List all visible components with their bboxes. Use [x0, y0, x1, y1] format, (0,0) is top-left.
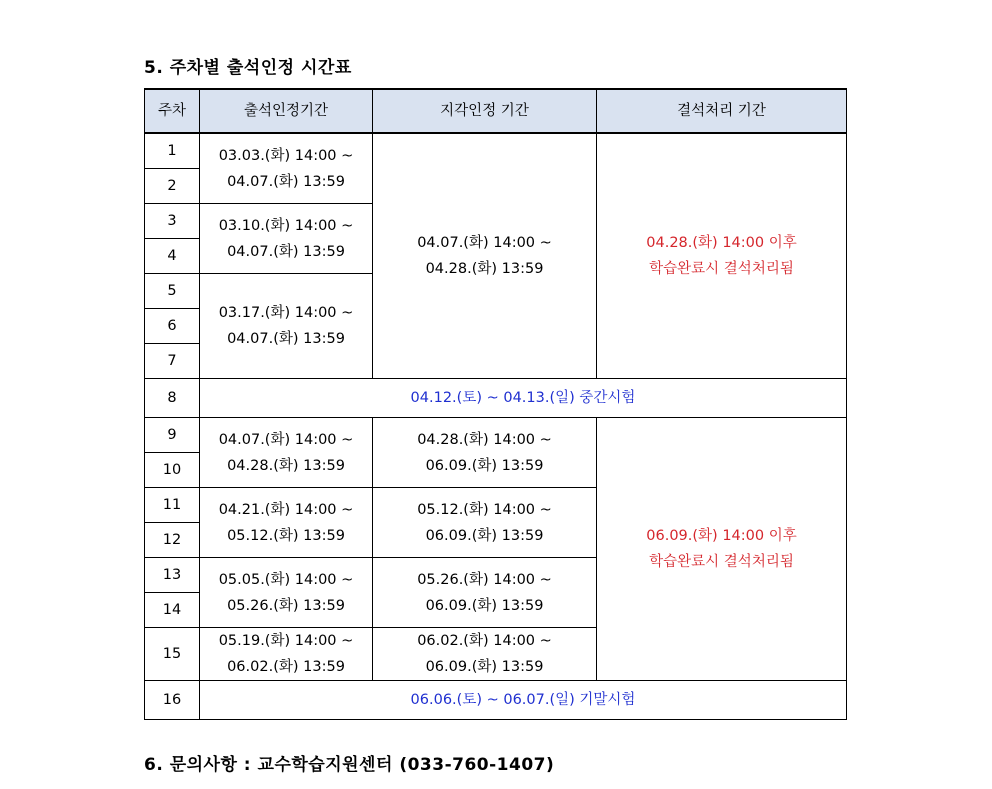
late-cell — [373, 628, 597, 681]
week-cell: 3 — [145, 204, 200, 239]
late-cell — [373, 133, 597, 379]
header-attendance-period: 출석인정기간 — [200, 89, 373, 133]
attendance-cell — [200, 204, 373, 274]
absence-start: 04.28.(화) 14:00 이후 — [646, 235, 797, 251]
attendance-start: 03.17.(화) 14:00 ~ — [218, 305, 354, 321]
attendance-cell — [200, 558, 373, 628]
late-cell — [373, 418, 597, 488]
table-header-row — [145, 89, 847, 133]
attendance-start: 04.21.(화) 14:00 ~ — [218, 501, 354, 518]
attendance-start: 04.07.(화) 14:00 ~ — [218, 431, 354, 448]
week-cell: 2 — [145, 169, 200, 204]
late-start: 05.26.(화) 14:00 ~ — [417, 571, 552, 588]
late-end: 04.28.(화) 13:59 — [425, 261, 544, 277]
attendance-end: 04.07.(화) 13:59 — [227, 173, 345, 190]
week-cell: 14 — [145, 593, 200, 628]
late-end: 06.09.(화) 13:59 — [425, 659, 544, 675]
week-cell: 16 — [145, 681, 200, 720]
final-row — [145, 681, 847, 720]
attendance-schedule-table — [144, 88, 847, 720]
absence-note: 학습완료시 결석처리됨 — [649, 554, 794, 570]
attendance-cell — [200, 274, 373, 379]
late-start: 06.02.(화) 14:00 ~ — [417, 633, 552, 649]
absence-cell — [597, 133, 847, 379]
attendance-cell — [200, 488, 373, 558]
week-cell: 5 — [145, 274, 200, 309]
attendance-end: 05.26.(화) 13:59 — [227, 597, 345, 614]
late-start: 04.07.(화) 14:00 ~ — [417, 235, 552, 251]
week-cell: 15 — [145, 628, 200, 681]
late-end: 06.09.(화) 13:59 — [425, 597, 544, 614]
attendance-cell — [200, 418, 373, 488]
attendance-start: 05.05.(화) 14:00 ~ — [218, 571, 354, 588]
late-end: 06.09.(화) 13:59 — [425, 527, 544, 544]
week-cell: 4 — [145, 239, 200, 274]
week-cell: 8 — [145, 379, 200, 418]
attendance-start: 05.19.(화) 14:00 ~ — [218, 633, 354, 649]
late-start: 04.28.(화) 14:00 ~ — [417, 431, 552, 448]
attendance-cell — [200, 628, 373, 681]
header-late-period: 지각인정 기간 — [373, 89, 597, 133]
late-end: 06.09.(화) 13:59 — [425, 457, 544, 474]
header-absence-period: 결석처리 기간 — [597, 89, 847, 133]
section-6-title: 6. 문의사항 : 교수학습지원센터 (033-760-1407) — [144, 755, 555, 775]
attendance-start: 03.03.(화) 14:00 ~ — [218, 147, 354, 164]
attendance-end: 06.02.(화) 13:59 — [227, 659, 345, 675]
attendance-end: 05.12.(화) 13:59 — [227, 527, 345, 544]
header-week: 주차 — [145, 89, 200, 133]
attendance-start: 03.10.(화) 14:00 ~ — [218, 217, 354, 234]
week-cell: 9 — [145, 418, 200, 453]
midterm-exam-cell: 04.12.(토) ~ 04.13.(일) 중간시험 — [200, 379, 847, 418]
week-cell: 11 — [145, 488, 200, 523]
absence-note: 학습완료시 결석처리됨 — [649, 261, 794, 277]
attendance-end: 04.07.(화) 13:59 — [227, 331, 345, 347]
midterm-row — [145, 379, 847, 418]
week-cell: 6 — [145, 309, 200, 344]
attendance-end: 04.07.(화) 13:59 — [227, 243, 345, 260]
week-cell: 10 — [145, 453, 200, 488]
late-cell — [373, 488, 597, 558]
absence-start: 06.09.(화) 14:00 이후 — [646, 528, 797, 544]
table-row — [145, 133, 847, 169]
week-cell: 7 — [145, 344, 200, 379]
week-cell: 12 — [145, 523, 200, 558]
week-cell: 1 — [145, 133, 200, 169]
final-exam-cell: 06.06.(토) ~ 06.07.(일) 기말시험 — [200, 681, 847, 720]
attendance-end: 04.28.(화) 13:59 — [227, 457, 345, 474]
late-start: 05.12.(화) 14:00 ~ — [417, 501, 552, 518]
absence-cell — [597, 418, 847, 681]
attendance-cell — [200, 133, 373, 204]
table-row — [145, 418, 847, 453]
late-cell — [373, 558, 597, 628]
week-cell: 13 — [145, 558, 200, 593]
section-5-title: 5. 주차별 출석인정 시간표 — [144, 58, 352, 78]
